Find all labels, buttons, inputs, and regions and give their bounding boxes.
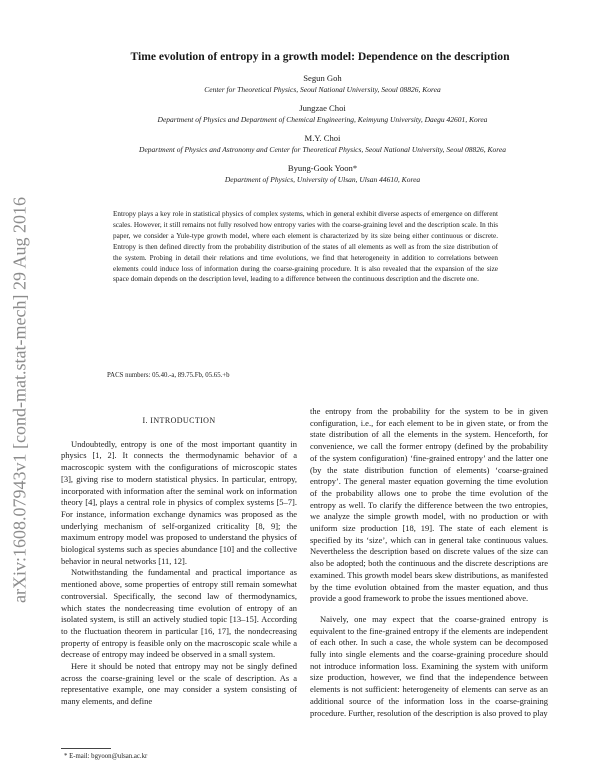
author-affiliation: Center for Theoretical Physics, Seoul National University, Seoul 08826, Korea: [204, 85, 441, 94]
author-affiliation: Department of Physics and Department of Chemical Engineering, Keimyung University, Daegu 42601, Korea: [157, 115, 488, 124]
footnote-rule: [61, 748, 111, 749]
arxiv-identifier-text: arXiv:1608.07943v1 [cond-mat.stat-mech] 29 Aug 2016: [9, 197, 30, 603]
author-name: Segun Goh: [303, 73, 342, 83]
author-name: Jungzae Choi: [299, 103, 346, 113]
author-entry: [45, 132, 600, 155]
body-paragraph: Naively, one may expect that the coarse-grained entropy is equivalent to the fine-grained entropy if the elements are independent of each other. In such a case, the whole system can be decomposed fully into single elements and the coarse-graining procedure should not introduce information loss. Examining the system with uniform size production, however, we find that the independence between elements is not sufficient: heterogeneity of elements can serve as an additional source of the information loss in the coarse-graining procedure. Further, resolution of the description is also proved to play: [310, 613, 548, 718]
author-affiliation: Department of Physics, University of Ulsan, Ulsan 44610, Korea: [224, 175, 421, 184]
body-paragraph: Undoubtedly, entropy is one of the most important quantity in physics [1, 2]. It connects the thermodynamic behavior of a macroscopic system with the configurations of microscopic states [3], giving rise to modern statistical physics. In particular, entropy, incorporated with information after the seminal work on information theory [4], plays a central role in physics of complex systems [5–7]. For instance, information exchange dynamics was proposed as the underlying mechanism of self-organized criticality [8, 9]; the maximum entropy model was proposed to understand the physics of biological systems such as species abundance [10] and the collective behavior in neural networks [11, 12].: [61, 438, 297, 566]
abstract: Entropy plays a key role in statistical physics of complex systems, which in general exhibit diverse aspects of emergence on different scales. However, it still remains not fully resolved how entropy varies with the coarse-graining level and the description scale. In this paper, we consider a Yule-type growth model, where each element is characterized by its size being either continuous or discrete. Entropy is then defined directly from the probability distribution of the states of all elements as well as from the size distribution of the system. Probing in detail their relations and time evolutions, we find that heterogeneity in addition to correlations between elements could induce loss of information during the coarse-graining procedure. It is also revealed that the expansion of the size space domain depends on the description level, leading to a difference between the continuous description and the discrete one.: [113, 210, 498, 284]
right-column: [310, 406, 548, 719]
body-paragraph: Here it should be noted that entropy may not be singly defined across the coarse-graining level or the scale of description. As a representative example, one may consider a system consisting of many elements, and define: [61, 661, 297, 707]
body-paragraph: the entropy from the probability for the system to be in given configuration, i.e., for each element to be in given state, or from the state distribution of all the elements in the system. Henceforth, for convenience, we call the former entropy (defined by the probability of the system configuration) ‘fine-grained entropy’ and the latter one (by the state distribution function of elements) ‘coarse-grained entropy’. The general master equation governing the time evolution of the probability allows one to probe the time evolution of the entropy as well. To clarify the difference between the two entropies, we analyze the simple growth model, with no production or with uniform size production [18, 19]. The state of each element is specified by its ‘size’, which can in general take continuous values. Nevertheless the description based on discrete values of the size can also be adopted; both the continuous and the discrete descriptions are examined. This growth model bears skew distributions, as manifested by the time evolution obtained from the master equation, and thus provide a good framework to probe the issues mentioned above.: [310, 406, 548, 604]
arxiv-identifier: [6, 190, 34, 610]
author-entry: [45, 162, 600, 185]
paper-title: Time evolution of entropy in a growth model: Dependence on the description: [130, 50, 510, 63]
footnote-email: * E-mail: bgyoon@ulsan.ac.kr: [64, 753, 148, 760]
author-block: [45, 65, 600, 185]
author-name: M.Y. Choi: [304, 133, 341, 143]
author-affiliation: Department of Physics and Astronomy and Center for Theoretical Physics, Seoul National University, Seoul 08826, Korea: [139, 145, 506, 154]
author-entry: [45, 72, 600, 95]
section-heading: I. INTRODUCTION: [142, 416, 216, 425]
left-column: [61, 405, 297, 708]
pacs-numbers: PACS numbers: 05.40.-a, 89.75.Fb, 05.65.+b: [107, 372, 230, 379]
author-entry: [45, 102, 600, 125]
body-paragraph: Notwithstanding the fundamental and practical importance as mentioned above, some properties of entropy still remain somewhat controversial. Specifically, the second law of thermodynamics, which states the nondecreasing time evolution of entropy of an isolated system, is still an actively studied topic [13–15]. According to the fluctuation theorem in particular [16, 17], the nondecreasing property of entropy is feasible only on the macroscopic scale while a decrease of entropy may indeed be observed in a small system.: [61, 567, 297, 660]
author-name: Byung-Gook Yoon*: [287, 163, 358, 173]
